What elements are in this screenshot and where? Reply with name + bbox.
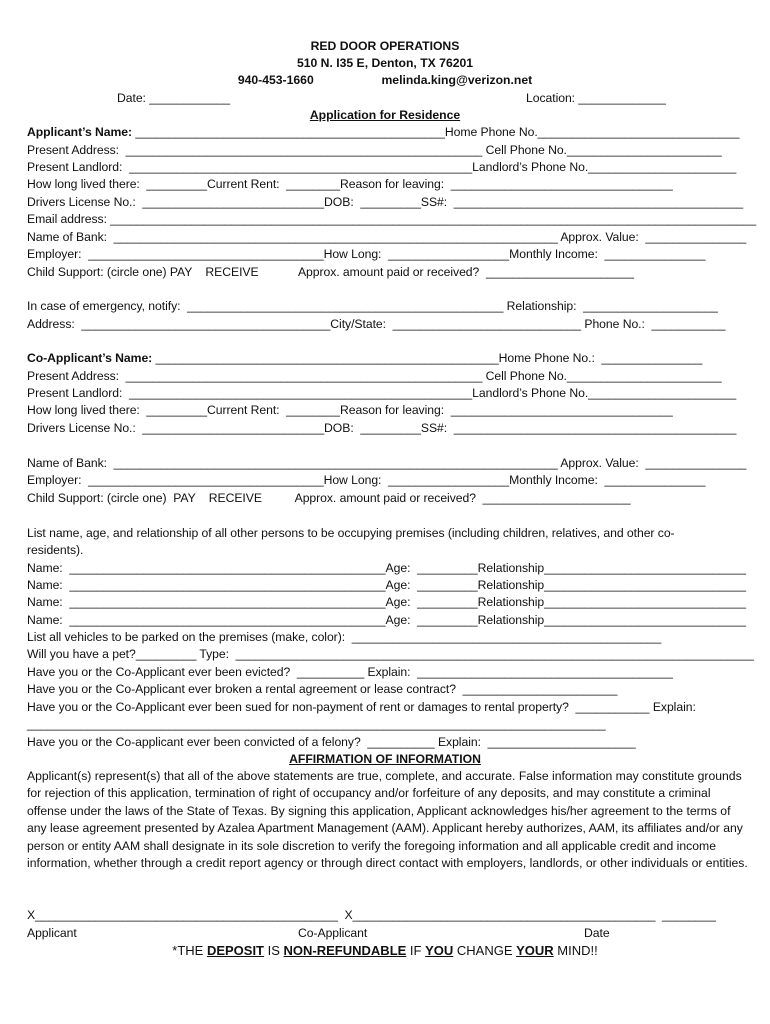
emergency-notify-row[interactable]: In case of emergency, notify: _______________________________________________ Relationship: ____________________ bbox=[27, 299, 718, 313]
felony-row[interactable]: Have you or the Co-applicant ever been convicted of a felony? __________ Explain: ______________________ bbox=[27, 735, 636, 749]
company-name: RED DOOR OPERATIONS bbox=[310, 39, 460, 53]
date-field[interactable]: Date: ____________ bbox=[117, 91, 230, 105]
applicant-landlord-row[interactable]: Present Landlord: ___________________________________________________Landlord’s Phone No.______________________ bbox=[27, 160, 737, 174]
coapplicant-name-field[interactable]: ___________________________________________________Home Phone No.: _______________ bbox=[152, 351, 703, 365]
broken-lease-row[interactable]: Have you or the Co-Applicant ever broken a rental agreement or lease contract? _______________________ bbox=[27, 682, 618, 696]
coapplicant-address-row[interactable]: Present Address: _____________________________________________________ Cell Phone No._______________________ bbox=[27, 369, 722, 383]
occupant-row-2[interactable]: Name: _______________________________________________Age: _________Relationship______________________________ bbox=[27, 578, 746, 592]
location-field[interactable]: Location: _____________ bbox=[526, 91, 666, 105]
occupants-intro-2: residents). bbox=[27, 543, 84, 557]
signature-label-coapplicant: Co-Applicant bbox=[298, 926, 368, 940]
deposit-notice: *THE DEPOSIT IS NON-REFUNDABLE IF YOU CHANGE YOUR MIND!! bbox=[172, 943, 598, 958]
affirmation-text: Applicant(s) represent(s) that all of the above statements are true, complete, and accurate. False information may constitute grounds for rejection of this application, termination of right of occupancy and/or forfeiture of any deposits, and may constitute a criminal offense under the laws of the State of Texas. By signing this application, Applicant acknowledges his/her agreement to the terms of any lease agreement presented by Azalea Apartment Management (AAM). Applicant hereby authorizes, AAM, its affiliates and/or any person or entity AAM shall designate in its sole discretion to verify the foregoing information and all applicable credit and income information, whether through a credit report agency or through direct contact with employers, landlords, or other individuals or entities. bbox=[27, 769, 748, 871]
applicant-name-field[interactable]: ______________________________________________Home Phone No.______________________________ bbox=[132, 125, 740, 139]
applicant-license-row[interactable]: Drivers License No.: ___________________________DOB: _________SS#: ___________________________________________ bbox=[27, 195, 744, 209]
pet-row[interactable]: Will you have a pet?_________ Type: _____________________________________________________________________________ bbox=[27, 647, 754, 661]
applicant-residence-row[interactable]: How long lived there: _________Current Rent: ________Reason for leaving: _________________________________ bbox=[27, 177, 673, 191]
form-title: Application for Residence bbox=[309, 108, 461, 122]
coapplicant-residence-row[interactable]: How long lived there: _________Current Rent: ________Reason for leaving: _________________________________ bbox=[27, 403, 673, 417]
applicant-bank-row[interactable]: Name of Bank: __________________________________________________________________ Approx. Value: _______________ bbox=[27, 230, 747, 244]
applicant-child-support-row[interactable]: Child Support: (circle one) PAY RECEIVE Approx. amount paid or received? ______________________ bbox=[27, 265, 634, 279]
emergency-address-row[interactable]: Address: _____________________________________City/State: ____________________________ Phone No.: ___________ bbox=[27, 317, 726, 331]
coapplicant-license-row[interactable]: Drivers License No.: ___________________________DOB: _________SS#: __________________________________________ bbox=[27, 421, 737, 435]
vehicles-row[interactable]: List all vehicles to be parked on the premises (make, color): ______________________________________________ bbox=[27, 630, 662, 644]
applicant-email-row[interactable]: Email address: ________________________________________________________________________________________________ bbox=[27, 212, 757, 226]
non-refundable-word: NON-REFUNDABLE bbox=[283, 943, 407, 958]
you-word: YOU bbox=[425, 943, 454, 958]
coapplicant-name-label: Co-Applicant’s Name: bbox=[27, 351, 153, 365]
your-word: YOUR bbox=[516, 943, 554, 958]
applicant-address-row[interactable]: Present Address: _____________________________________________________ Cell Phone No._______________________ bbox=[27, 143, 722, 157]
sued-row[interactable]: Have you or the Co-Applicant ever been sued for non-payment of rent or damages to rental property? ___________ Explain: bbox=[27, 700, 696, 714]
applicant-name-row[interactable] bbox=[27, 124, 740, 141]
occupant-row-1[interactable]: Name: _______________________________________________Age: _________Relationship______________________________ bbox=[27, 561, 746, 575]
coapplicant-employer-row[interactable]: Employer: ___________________________________How Long: __________________Monthly Income: _______________ bbox=[27, 473, 706, 487]
signature-line[interactable]: X_____________________________________________ X_____________________________________________ ________ bbox=[27, 908, 716, 922]
applicant-employer-row[interactable]: Employer: ___________________________________How Long: __________________Monthly Income: _______________ bbox=[27, 247, 706, 261]
evicted-row[interactable]: Have you or the Co-Applicant ever been evicted? __________ Explain: ______________________________________ bbox=[27, 665, 673, 679]
coapplicant-name-row[interactable] bbox=[27, 350, 702, 367]
company-address: 510 N. I35 E, Denton, TX 76201 bbox=[296, 56, 474, 70]
applicant-name-label: Applicant’s Name: bbox=[27, 125, 133, 139]
occupant-row-3[interactable]: Name: _______________________________________________Age: _________Relationship______________________________ bbox=[27, 595, 746, 609]
deposit-word: DEPOSIT bbox=[206, 943, 265, 958]
coapplicant-landlord-row[interactable]: Present Landlord: ___________________________________________________Landlord’s Phone No.______________________ bbox=[27, 386, 737, 400]
occupant-row-4[interactable]: Name: _______________________________________________Age: _________Relationship______________________________ bbox=[27, 613, 746, 627]
coapplicant-child-support-row[interactable]: Child Support: (circle one) PAY RECEIVE Approx. amount paid or received? ______________________ bbox=[27, 491, 631, 505]
coapplicant-bank-row[interactable]: Name of Bank: __________________________________________________________________ Approx. Value: _______________ bbox=[27, 456, 747, 470]
company-contact: 940-453-1660 melinda.king@verizon.net bbox=[237, 73, 533, 87]
occupants-intro-1: List name, age, and relationship of all other persons to be occupying premises (including children, relatives, and other co- bbox=[27, 526, 675, 540]
signature-label-date: Date bbox=[584, 926, 610, 940]
sued-explain-row[interactable]: ______________________________________________________________________________________ bbox=[27, 717, 606, 731]
signature-label-applicant: Applicant bbox=[27, 926, 77, 940]
affirmation-title: AFFIRMATION OF INFORMATION bbox=[289, 752, 481, 766]
